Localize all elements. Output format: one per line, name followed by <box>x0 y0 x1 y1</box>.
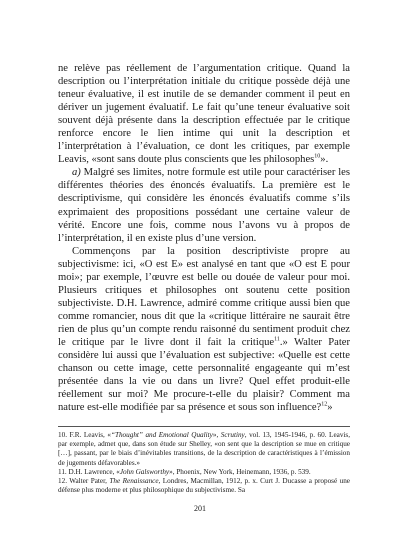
footnote-rule <box>58 426 350 427</box>
text-run: », Phoenix, New York, Heinemann, 1936, p. 539. <box>169 467 311 476</box>
text-run: Malgré ses limites, notre formule est utile pour caractériser les différentes théories des énoncés évaluatifs. La première est le descriptivisme, qui considère les énoncés évaluatifs comme s’ils exprimaient des propositions possédant une certaine valeur de vérité. Encore une fois, comme nous l’avons vu à propos de l’interprétation, il en existe plus d’une version. <box>58 167 350 244</box>
text-run: ». <box>320 154 329 166</box>
footnote-reference: 11 <box>274 336 280 343</box>
text-run: .» Walter Pater considère lui aussi que l’évaluation est subjective: «Quelle est cette chanson ou cette image, cette personnalité engageante qui m’est présentée dans la vie ou dans un livre? Quel effet produit-elle réellement sur moi? Me procure-t-elle du plaisir? Comment ma nature est-elle modifiée par sa présence et sous son influence? <box>58 336 350 414</box>
italic-text: a) <box>72 167 84 179</box>
footnotes <box>58 431 350 495</box>
page-content <box>58 62 350 495</box>
footnote <box>58 431 350 467</box>
italic-text: John Galsworthy <box>119 467 170 476</box>
text-run: , vol. 13, 1945-1946, p. 60. Leavis, par exemple, admet que, dans son étude sur Shelley, «on sent que la description se mue en critique […], passant, par le biais d’inévitables transitions, de la description de caractéristiques à l’émission de jugements défavorables.» <box>58 431 351 467</box>
text-run: 12. Walter Pater, <box>58 476 110 485</box>
paragraph <box>58 62 350 166</box>
text-run: 10. F.R. Leavis, « <box>58 431 111 440</box>
italic-text: The Renaissance <box>109 476 159 485</box>
body-text <box>58 62 350 414</box>
text-run: 11. D.H. Lawrence, « <box>58 467 120 476</box>
text-run: ne relève pas réellement de l’argumentation critique. Quand la description ou l’interprétation initiale du critique possède déjà une teneur évaluative, il est inutile de se demander comment il peut en dériver un jugement évaluatif. Le fait qu’une teneur évaluative soit souvent déjà présente dans la description effectuée par le critique renforce encore le lien intime qui unit la description et l’interprétation à l’évaluation, ce dont les critiques, par exemple Leavis, «sont sans doute plus conscients que les philosophes <box>58 63 350 166</box>
paragraph <box>58 245 350 415</box>
italic-text: Scrutiny <box>220 431 245 440</box>
footnote-reference: 12 <box>321 401 328 408</box>
footnote-reference: 10 <box>314 153 321 160</box>
italic-text: “Thought” and Emotional Quality <box>110 431 213 440</box>
footnote <box>58 477 350 495</box>
paragraph <box>58 166 350 244</box>
page-number: 201 <box>194 504 206 513</box>
text-run: Commençons par la position descriptiviste propre au subjectivisme: ici, «O est E» est analysé en tant que «O est E pour moi»; par exemple, l’œuvre est belle ou douée de valeur pour moi. Plusieurs critiques et philosophes ont soutenu cette position subjectiviste. D.H. Lawrence, admiré comme critique aussi bien que comme romancier, nous dit que la «critique littéraire ne saurait être rien de plus qu’un compte rendu raisonné du sentiment produit chez le critique par le livre dont il fait la critique <box>58 245 350 348</box>
footnote <box>58 468 350 477</box>
text-run: » <box>327 402 333 414</box>
text-run: , Londres, Macmillan, 1912, p. x. Curt J. Ducasse a proposé une défense plus moderne et plus philosophique du subjectivisme. Sa <box>58 476 350 494</box>
text-run: », <box>212 431 221 440</box>
